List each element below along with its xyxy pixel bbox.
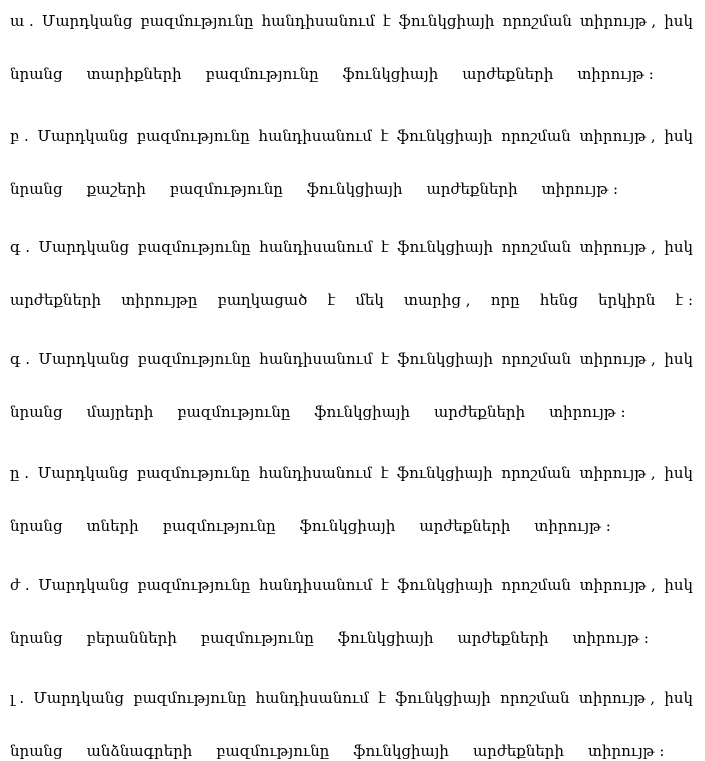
- word: տարից ,: [404, 291, 471, 309]
- word: տիրույթ ,: [579, 238, 656, 256]
- statement-line-1: [10, 349, 693, 369]
- statement-g-2: [10, 349, 693, 422]
- word: է: [378, 689, 386, 707]
- word: լ .: [10, 689, 25, 707]
- word: բ .: [10, 127, 29, 145]
- word: հանդիսանում: [261, 12, 375, 30]
- word: տների: [86, 517, 139, 535]
- word: գ .: [10, 238, 30, 256]
- word: արժեքների: [434, 403, 526, 421]
- word: ա .: [10, 12, 34, 30]
- word: տիրույթը: [121, 291, 198, 309]
- word: բազմությունը: [177, 403, 291, 421]
- word: նրանց: [10, 65, 63, 83]
- word: ֆունկցիայի: [395, 689, 491, 707]
- word: տիրույթ :: [577, 65, 654, 83]
- word: որոշման: [502, 12, 572, 30]
- statement-line-1: [10, 11, 693, 31]
- statement-line-1: [10, 575, 693, 595]
- word: տիրույթ :: [588, 742, 665, 760]
- word: ֆունկցիայի: [306, 180, 403, 198]
- word: բազմությունը: [169, 180, 283, 198]
- word: Մարդկանց: [37, 464, 129, 482]
- word: որոշման: [500, 689, 570, 707]
- word: տիրույթ :: [541, 180, 619, 198]
- word: բազմությունը: [137, 238, 251, 256]
- statement-y: [10, 463, 693, 536]
- word: հանդիսանում: [258, 464, 373, 482]
- statement-line-2: [10, 290, 693, 310]
- word: նրանց: [10, 403, 63, 421]
- statement-line-2: [10, 628, 693, 648]
- word: բազմությունը: [136, 127, 250, 145]
- word: ֆունկցիայի: [337, 629, 434, 647]
- statement-line-2: [10, 402, 693, 422]
- word: Մարդկանց: [38, 350, 130, 368]
- word: տիրույթ ,: [579, 127, 656, 145]
- word: է: [380, 464, 389, 482]
- word: անձնագրերի: [86, 742, 193, 760]
- word: նրանց: [10, 629, 63, 647]
- word: է: [381, 238, 389, 256]
- word: բազմությունը: [133, 689, 247, 707]
- word: իսկ: [664, 127, 693, 145]
- word: մեկ: [355, 291, 384, 309]
- word: բազմությունը: [140, 12, 254, 30]
- word: նրանց: [10, 180, 63, 198]
- word: է :: [675, 291, 693, 309]
- word: է: [381, 350, 389, 368]
- word: հանդիսանում: [258, 127, 372, 145]
- statement-line-1: [10, 463, 693, 483]
- word: իսկ: [664, 12, 693, 30]
- word: արժեքների: [419, 517, 511, 535]
- word: Մարդկանց: [38, 576, 129, 594]
- word: իսկ: [664, 350, 693, 368]
- word: նրանց: [10, 517, 63, 535]
- word: բաղկացած: [217, 291, 308, 309]
- word: տիրույթ ,: [579, 464, 656, 482]
- word: ժ .: [10, 576, 30, 594]
- word: Մարդկանց: [41, 12, 133, 30]
- word: իսկ: [664, 238, 693, 256]
- statement-line-1: [10, 126, 693, 146]
- word: ֆունկցիայի: [342, 65, 439, 83]
- word: հանդիսանում: [255, 689, 369, 707]
- word: է: [383, 12, 391, 30]
- statement-line-2: [10, 64, 693, 84]
- word: տիրույթ :: [534, 517, 611, 535]
- word: արժեքների: [462, 65, 554, 83]
- word: տարիքների: [86, 65, 182, 83]
- statement-line-2: [10, 741, 693, 761]
- word: քաշերի: [86, 180, 146, 198]
- statement-line-1: [10, 237, 693, 257]
- statement-b: [10, 126, 693, 199]
- word: որոշման: [501, 127, 571, 145]
- word: տիրույթ ,: [580, 12, 657, 30]
- word: արժեքների: [457, 629, 549, 647]
- word: ը .: [10, 464, 30, 482]
- statement-zh: [10, 575, 693, 648]
- word: բազմությունը: [137, 576, 251, 594]
- word: որոշման: [501, 576, 571, 594]
- word: որը: [490, 291, 520, 309]
- word: նրանց: [10, 742, 63, 760]
- word: ֆունկցիայի: [353, 742, 449, 760]
- word: իսկ: [664, 576, 693, 594]
- word: ֆունկցիայի: [397, 464, 493, 482]
- word: երկիրն: [598, 291, 656, 309]
- word: ֆունկցիայի: [299, 517, 396, 535]
- word: ֆունկցիայի: [314, 403, 411, 421]
- statement-a: [10, 11, 693, 84]
- word: բազմությունը: [216, 742, 330, 760]
- word: բազմությունը: [162, 517, 276, 535]
- word: ֆունկցիայի: [398, 12, 495, 30]
- word: բազմությունը: [137, 464, 251, 482]
- word: արժեքների: [10, 291, 102, 309]
- word: որոշման: [501, 350, 572, 368]
- word: է: [380, 127, 389, 145]
- word: բազմությունը: [205, 65, 319, 83]
- statement-line-2: [10, 179, 693, 199]
- statement-g: [10, 237, 693, 310]
- word: հանդիսանում: [259, 238, 373, 256]
- word: տիրույթ ,: [579, 576, 656, 594]
- word: տիրույթ :: [549, 403, 626, 421]
- word: ֆունկցիայի: [397, 576, 493, 594]
- word: ֆունկցիայի: [396, 127, 493, 145]
- statement-line-2: [10, 516, 693, 536]
- word: ֆունկցիայի: [397, 238, 494, 256]
- word: գ .: [10, 350, 30, 368]
- statement-line-1: [10, 688, 693, 708]
- word: տիրույթ :: [572, 629, 649, 647]
- word: որոշման: [501, 464, 571, 482]
- word: իսկ: [664, 464, 693, 482]
- word: ֆունկցիայի: [397, 350, 494, 368]
- word: իսկ: [664, 689, 693, 707]
- word: Մարդկանց: [38, 238, 130, 256]
- word: բազմությունը: [137, 350, 251, 368]
- statement-l: [10, 688, 693, 761]
- word: բերանների: [86, 629, 177, 647]
- word: տիրույթ ,: [578, 689, 656, 707]
- word: հենց: [539, 291, 578, 309]
- word: բազմությունը: [200, 629, 314, 647]
- word: տիրույթ ,: [579, 350, 656, 368]
- word: է: [381, 576, 389, 594]
- word: Մարդկանց: [37, 127, 129, 145]
- word: է: [327, 291, 336, 309]
- word: որոշման: [501, 238, 572, 256]
- word: հանդիսանում: [259, 576, 373, 594]
- word: հանդիսանում: [259, 350, 373, 368]
- word: Մարդկանց: [33, 689, 125, 707]
- word: արժեքների: [472, 742, 564, 760]
- word: մայրերի: [86, 403, 154, 421]
- word: արժեքների: [426, 180, 518, 198]
